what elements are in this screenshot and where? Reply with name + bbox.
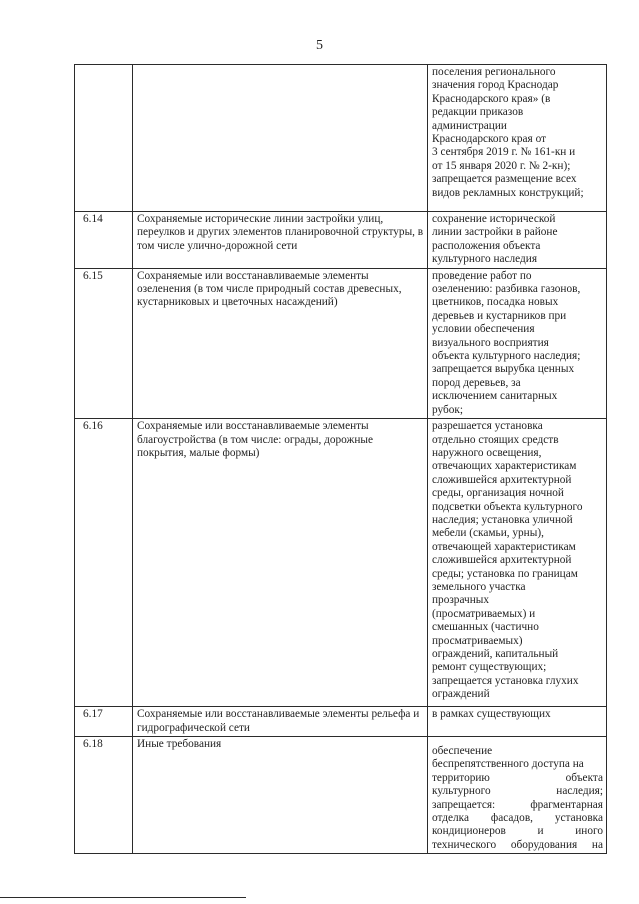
req-line: 3 сентября 2019 г. № 161-кн и — [432, 146, 576, 159]
req-line: технического оборудования на — [432, 838, 603, 851]
requirements-table — [74, 64, 607, 854]
req-line: условии обеспечения — [432, 323, 535, 336]
req-line: среды; установка по границам — [432, 567, 578, 580]
req-line: сложившейся архитектурной — [432, 473, 572, 486]
req-line: визуального восприятия — [432, 336, 549, 349]
row-number: 6.18 — [75, 736, 133, 853]
req-line: ограждений — [432, 688, 490, 701]
req-line: расположения объекта — [432, 239, 541, 252]
page-number: 5 — [316, 38, 323, 53]
req-line: обеспечение — [432, 744, 493, 757]
req-line: культурного наследия; — [432, 785, 603, 798]
req-line: смешанных (частично — [432, 621, 539, 634]
req-line: линии застройки в районе — [432, 226, 558, 239]
req-line: запрещается: фрагментарная — [432, 798, 603, 811]
row-requirements — [428, 212, 607, 269]
req-line: деревьев и кустарников при — [432, 309, 567, 322]
req-line: просматриваемых) — [432, 634, 523, 647]
req-line: запрещается вырубка ценных — [432, 363, 575, 376]
footer-divider — [0, 897, 246, 898]
req-line: цветников, посадка новых — [432, 296, 559, 309]
req-line: (просматриваемых) и — [432, 607, 536, 620]
table-row — [75, 268, 607, 418]
req-line: значения город Краснодар — [432, 79, 559, 92]
req-line: ремонт существующих; — [432, 661, 547, 674]
req-line: исключением санитарных — [432, 390, 558, 403]
req-line: кондиционеров и иного — [432, 825, 603, 838]
table-row — [75, 707, 607, 737]
row-name: Сохраняемые исторические линии застройки улиц, переулков и других элементов планировочной структуры, в том числе улично-дорожной сети — [133, 212, 428, 269]
row-name: Сохраняемые или восстанавливаемые элементы благоустройства (в том числе: ограды, дорожные покрытия, малые формы) — [133, 419, 428, 707]
req-line: отдельно стоящих средств — [432, 433, 559, 446]
req-line: проведение работ по — [432, 269, 532, 282]
row-requirements — [428, 65, 607, 212]
req-line: территорию объекта — [432, 771, 603, 784]
row-name: Иные требования — [133, 736, 428, 853]
req-line: отвечающих характеристикам — [432, 460, 577, 473]
req-line: от 15 января 2020 г. № 2-кн); — [432, 159, 571, 172]
req-line: беспрепятственного доступа на — [432, 758, 584, 771]
table-row — [75, 65, 607, 212]
table-row — [75, 419, 607, 707]
req-line: сохранение исторической — [432, 213, 556, 225]
table-row — [75, 212, 607, 269]
req-line: запрещается размещение всех — [432, 173, 577, 186]
row-requirements — [428, 736, 607, 853]
req-line: ограждений, капитальный — [432, 648, 559, 660]
req-line: озеленению: разбивка газонов, — [432, 283, 581, 296]
req-line: мебели (скамьи, урны), — [432, 527, 544, 540]
req-line: отвечающей характеристикам — [432, 540, 576, 553]
req-line: пород деревьев, за — [432, 376, 521, 389]
row-number: 6.16 — [75, 419, 133, 707]
req-line: редакции приказов — [432, 106, 524, 119]
row-number: 6.14 — [75, 212, 133, 269]
req-line: прозрачных — [432, 594, 489, 607]
row-requirements — [428, 419, 607, 707]
req-line: сложившейся архитектурной — [432, 554, 572, 567]
row-name: Сохраняемые или восстанавливаемые элементы рельефа и гидрографической сети — [133, 707, 428, 737]
req-line: Краснодарского края» (в — [432, 92, 551, 105]
req-line: разрешается установка — [432, 420, 543, 433]
req-line: Краснодарского края от — [432, 133, 546, 146]
req-line: подсветки объекта культурного — [432, 500, 583, 513]
req-line: запрещается установка глухих — [432, 674, 579, 687]
row-number: 6.15 — [75, 268, 133, 418]
row-name: Сохраняемые или восстанавливаемые элементы озеленения (в том числе природный состав древесных, кустарниковых и цветочных насаждений) — [133, 268, 428, 418]
req-line: отделка фасадов, установка — [432, 811, 603, 824]
req-line: наследия; установка уличной — [432, 513, 573, 526]
row-requirements — [428, 268, 607, 418]
row-number — [75, 65, 133, 212]
req-line: видов рекламных конструкций; — [432, 186, 584, 199]
req-line: культурного наследия — [432, 253, 538, 266]
req-line: администрации — [432, 119, 507, 132]
req-line: объекта культурного наследия; — [432, 350, 581, 363]
req-line: рубок; — [432, 403, 464, 416]
req-line: наружного освещения, — [432, 446, 542, 459]
req-line: среды, организация ночной — [432, 487, 564, 500]
row-name — [133, 65, 428, 212]
row-number: 6.17 — [75, 707, 133, 737]
table-row — [75, 736, 607, 853]
row-requirements — [428, 707, 607, 737]
req-line: поселения регионального — [432, 66, 556, 78]
req-line: в рамках существующих — [432, 708, 551, 721]
req-line: земельного участка — [432, 580, 526, 593]
